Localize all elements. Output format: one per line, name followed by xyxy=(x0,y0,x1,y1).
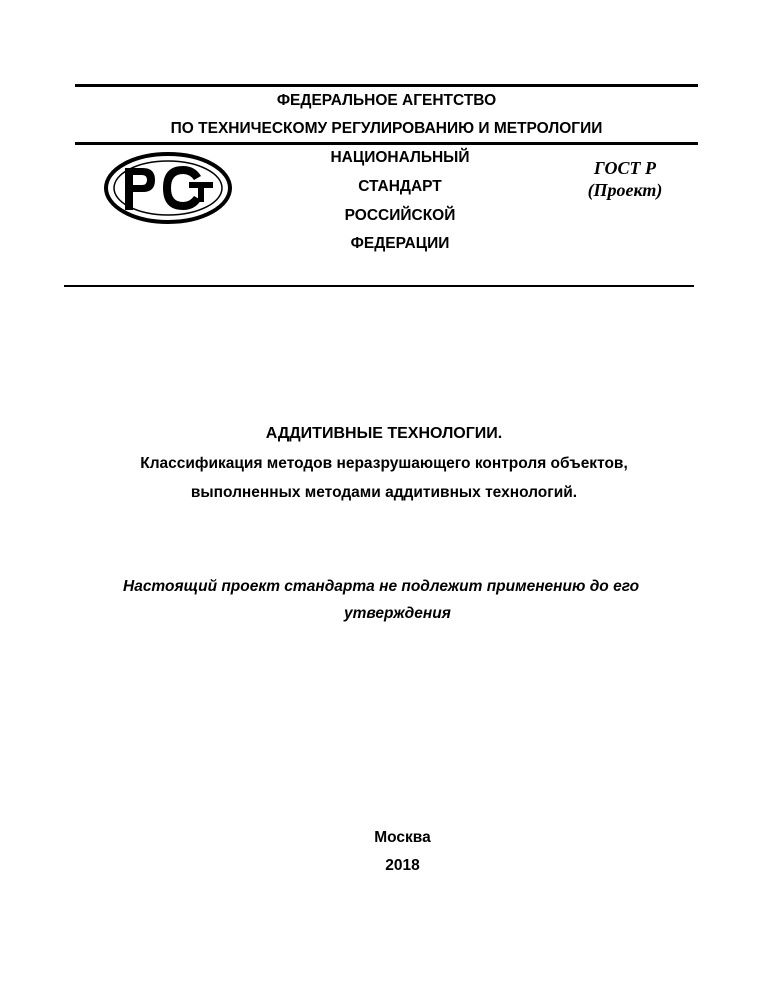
header-rule xyxy=(75,142,698,145)
top-rule xyxy=(75,84,698,87)
document-title: АДДИТИВНЫЕ ТЕХНОЛОГИИ. xyxy=(265,425,503,442)
rst-logo xyxy=(103,152,233,224)
agency-line-1: ФЕДЕРАЛЬНОЕ АГЕНТСТВО xyxy=(276,92,497,109)
agency-line-2: ПО ТЕХНИЧЕСКОМУ РЕГУЛИРОВАНИЮ И МЕТРОЛОГИИ xyxy=(170,120,603,137)
document-subtitle-2: выполненных методами аддитивных технологий. xyxy=(190,484,578,501)
gost-label: ГОСТ Р xyxy=(593,158,657,178)
draft-label: (Проект) xyxy=(587,180,663,200)
bottom-header-rule xyxy=(64,285,694,287)
draft-note-1: Настоящий проект стандарта не подлежит применению до его xyxy=(123,578,640,595)
standard-line-2: СТАНДАРТ xyxy=(358,178,442,195)
footer-year: 2018 xyxy=(385,857,420,874)
rst-logo-icon xyxy=(103,152,233,224)
standard-line-1: НАЦИОНАЛЬНЫЙ xyxy=(330,149,470,166)
draft-note-2: утверждения xyxy=(344,605,451,622)
standard-line-3: РОССИЙСКОЙ xyxy=(344,207,456,224)
document-subtitle-1: Классификация методов неразрушающего контроля объектов, xyxy=(140,455,628,472)
footer-city: Москва xyxy=(374,829,431,846)
standard-line-4: ФЕДЕРАЦИИ xyxy=(350,235,450,252)
